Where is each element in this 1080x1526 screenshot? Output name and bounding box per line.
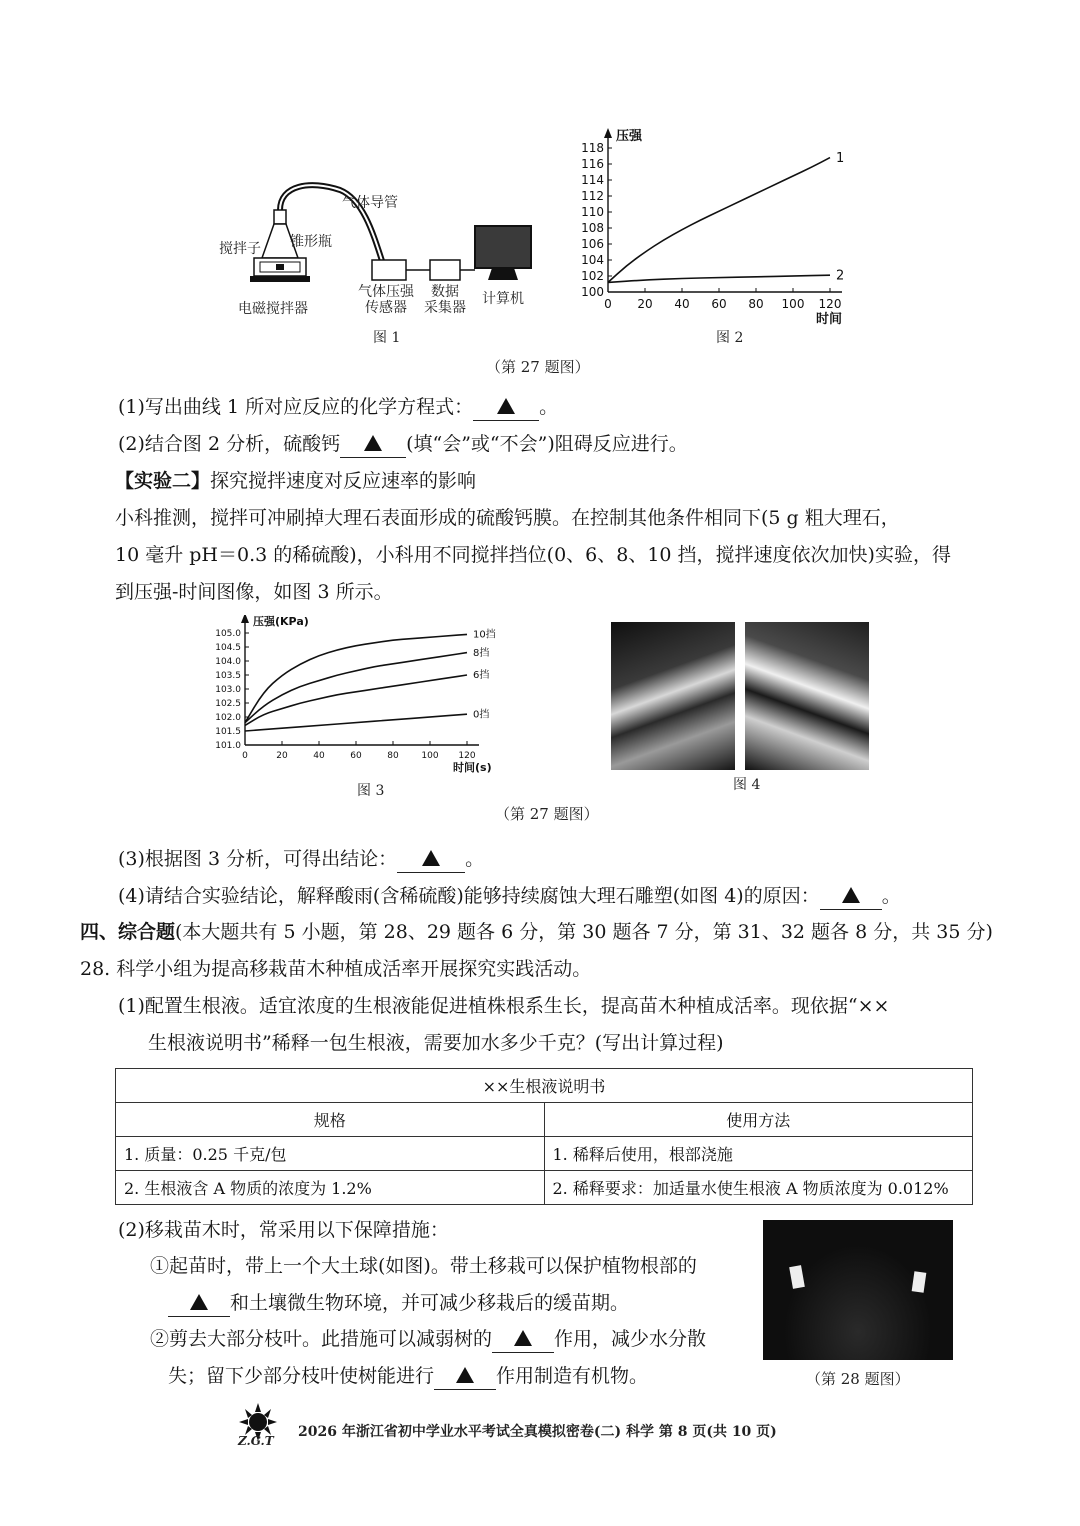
table-header-usage: 使用方法 [544,1103,973,1137]
series-label: 1 [836,150,845,166]
y-tick-label: 101.0 [215,741,241,752]
series-label: 10挡 [473,629,496,641]
table-row [116,1171,973,1205]
y-tick-label: 102.0 [215,713,241,724]
series-label: 0挡 [473,709,490,721]
section4-title: 四、综合题 [80,921,176,943]
fig28-root-ball-photo [763,1220,953,1360]
y-tick-label: 110 [581,205,604,220]
y-tick-label: 103.5 [215,671,241,682]
table-cell: 2. 稀释要求：加适量水使生根液 A 物质浓度为 0.012% [544,1171,973,1205]
answer-blank[interactable] [434,1363,496,1390]
x-tick-label: 60 [350,751,362,761]
triangle-icon [456,1367,474,1383]
fig1-label-tube: 气体导管 [342,195,398,211]
y-tick-label: 106 [581,237,604,252]
series-label: 6挡 [473,670,490,682]
q28-2-a-line1: ①起苗时，带上一个大土球(如图)。带土移栽可以保护植物根部的 [150,1255,697,1277]
x-tick-label: 120 [458,751,476,761]
instructions-table [115,1068,973,1205]
y-tick-label: 112 [581,189,604,204]
table-cell: 1. 稀释后使用，根部浇施 [544,1137,973,1171]
table-title: ××生根液说明书 [116,1069,973,1103]
triangle-icon [190,1294,208,1310]
q27-3-line [118,846,484,873]
table-cell: 2. 生根液含 A 物质的浓度为 1.2% [116,1171,545,1205]
y-tick-label: 116 [581,157,604,172]
x-tick-label: 20 [276,751,288,761]
series-line [245,653,467,723]
series-line [608,158,830,283]
answer-blank[interactable] [340,431,406,458]
y-tick-label: 104.0 [215,657,241,668]
y-tick-label: 105.0 [215,629,241,640]
series-line [245,675,467,725]
fig3-chart [205,615,525,780]
fig-caption-27a: （第 27 题图） [486,358,590,376]
q28-1-line1: (1)配置生根液。适宜浓度的生根液能促进植株根系生长，提高苗木种植成活率。现依据“×× [118,995,890,1017]
series-line [245,714,467,731]
x-tick-label: 20 [637,297,653,311]
fig4-statue-photo-left [611,622,735,770]
q27-1-line [118,394,558,421]
y-axis-label: 压强(KPa) [253,615,309,628]
exp2-title: 探究搅拌速度对反应速率的影响 [210,470,477,492]
fig4-statue-photo-right [745,622,869,770]
fig1-label-magnetic-stirrer: 电磁搅拌器 [238,301,308,317]
footer-text: 2026 年浙江省初中学业水平考试全真模拟密卷(二) 科学 第 8 页(共 10 页) [298,1424,777,1440]
x-tick-label: 40 [674,297,690,311]
y-axis-arrow [241,615,249,623]
q28-2-b-line2-prefix: 失；留下少部分枝叶使树能进行 [168,1365,435,1387]
q28-2-b-suffix: 作用，减少水分散 [554,1328,707,1350]
answer-blank[interactable] [397,846,465,873]
q28-2-a-line2 [168,1290,629,1317]
q28-2-intro: (2)移栽苗木时，常采用以下保障措施： [118,1219,449,1241]
exp2-bracket: 【实验二】 [115,470,211,492]
exp2-paragraph-2: 10 毫升 pH＝0.3 的稀硫酸)，小科用不同搅拌挡位(0、6、8、10 挡，搅拌速度依次加快)实验，得 [115,544,951,566]
table-row [116,1137,973,1171]
q28-2-b-prefix: ②剪去大部分枝叶。此措施可以减弱树的 [150,1328,493,1350]
q27-2-line [118,431,688,458]
q27-3-prefix: (3)根据图 3 分析，可得出结论： [118,848,398,870]
footer-logo-text: Z.G.T [238,1434,274,1448]
y-tick-label: 102.5 [215,699,241,710]
x-tick-label: 100 [781,297,805,311]
fig4-caption: 图 4 [733,777,761,793]
answer-blank[interactable] [473,394,539,421]
q28-1-line2: 生根液说明书”稀释一包生根液，需要加水多少千克？(写出计算过程) [148,1032,724,1054]
y-axis-arrow [604,128,612,138]
series-line [608,275,830,282]
q27-4-line [118,883,901,910]
fig1-caption: 图 1 [373,330,401,346]
series-label: 2 [836,268,845,284]
q28-2-b-line2 [168,1363,648,1390]
fig1-label-computer: 计算机 [482,291,524,307]
exp2-paragraph-1: 小科推测，搅拌可冲刷掉大理石表面形成的硫酸钙膜。在控制其他条件相同下(5 g 粗大理石， [115,507,900,529]
y-tick-label: 104.5 [215,643,241,654]
y-tick-label: 118 [581,141,604,156]
triangle-icon [497,398,515,414]
answer-blank[interactable] [168,1290,230,1317]
q28-2-b-line1 [150,1326,706,1353]
table-header-spec: 规格 [116,1103,545,1137]
fig-caption-27b: （第 27 题图） [495,805,599,823]
triangle-icon [842,887,860,903]
answer-blank[interactable] [820,883,882,910]
q28-stem: 28. 科学小组为提高移栽苗木种植成活率开展探究实践活动。 [80,958,592,980]
fig1-label-sensor: 气体压强 传感器 [358,284,414,316]
q28-2-a-line2-suffix: 和土壤微生物环境，并可减少移栽后的缓苗期。 [230,1292,630,1314]
y-tick-label: 114 [581,173,604,188]
y-axis-label: 压强 [616,129,643,144]
triangle-icon [422,850,440,866]
section4-desc: (本大题共有 5 小题，第 28、29 题各 6 分，第 30 题各 7 分，第 31、32 题各 8 分，共 35 分) [175,921,993,943]
x-tick-label: 0 [242,751,248,761]
x-tick-label: 80 [748,297,764,311]
q27-1-prefix: (1)写出曲线 1 所对应反应的化学方程式： [118,396,474,418]
y-tick-label: 101.5 [215,727,241,738]
fig2-chart [560,110,870,350]
fig1-label-collector: 数据 采集器 [424,284,466,316]
x-axis-label: 时间(s) [453,761,492,774]
exp2-paragraph-3: 到压强-时间图像，如图 3 所示。 [115,581,393,603]
x-tick-label: 0 [604,297,612,311]
q27-4-prefix: (4)请结合实验结论，解释酸雨(含稀硫酸)能够持续腐蚀大理石雕塑(如图 4)的原因： [118,885,820,907]
y-tick-label: 102 [581,269,604,284]
series-label: 8挡 [473,647,490,659]
exp2-heading [115,468,476,494]
y-tick-label: 103.0 [215,685,241,696]
q27-1-suffix: 。 [539,396,559,418]
y-tick-label: 108 [581,221,604,236]
answer-blank[interactable] [492,1326,554,1353]
y-tick-label: 100 [581,285,604,300]
fig1-label-stirrer-bar: 搅拌子 [219,241,261,257]
q28-2-b-line2-suffix: 作用制造有机物。 [496,1365,649,1387]
q27-3-suffix: 。 [465,848,485,870]
fig3-caption: 图 3 [357,783,385,799]
q27-4-suffix: 。 [881,885,901,907]
q27-2-suffix: (填“会”或“不会”)阻碍反应进行。 [406,433,688,455]
fig28-caption: （第 28 题图） [806,1370,910,1388]
x-tick-label: 100 [421,751,439,761]
x-tick-label: 60 [711,297,727,311]
fig2-caption: 图 2 [716,330,744,346]
x-tick-label: 120 [818,297,842,311]
x-tick-label: 40 [313,751,325,761]
triangle-icon [364,435,382,451]
q27-2-prefix: (2)结合图 2 分析，硫酸钙 [118,433,341,455]
x-axis-label: 时间 [816,312,843,327]
fig1-label-flask: 锥形瓶 [290,234,332,250]
label-tag [912,1271,927,1292]
x-tick-label: 80 [387,751,399,761]
table-cell: 1. 质量：0.25 千克/包 [116,1137,545,1171]
label-tag [789,1265,805,1289]
section4-heading [80,919,993,945]
y-tick-label: 104 [581,253,604,268]
triangle-icon [514,1330,532,1346]
